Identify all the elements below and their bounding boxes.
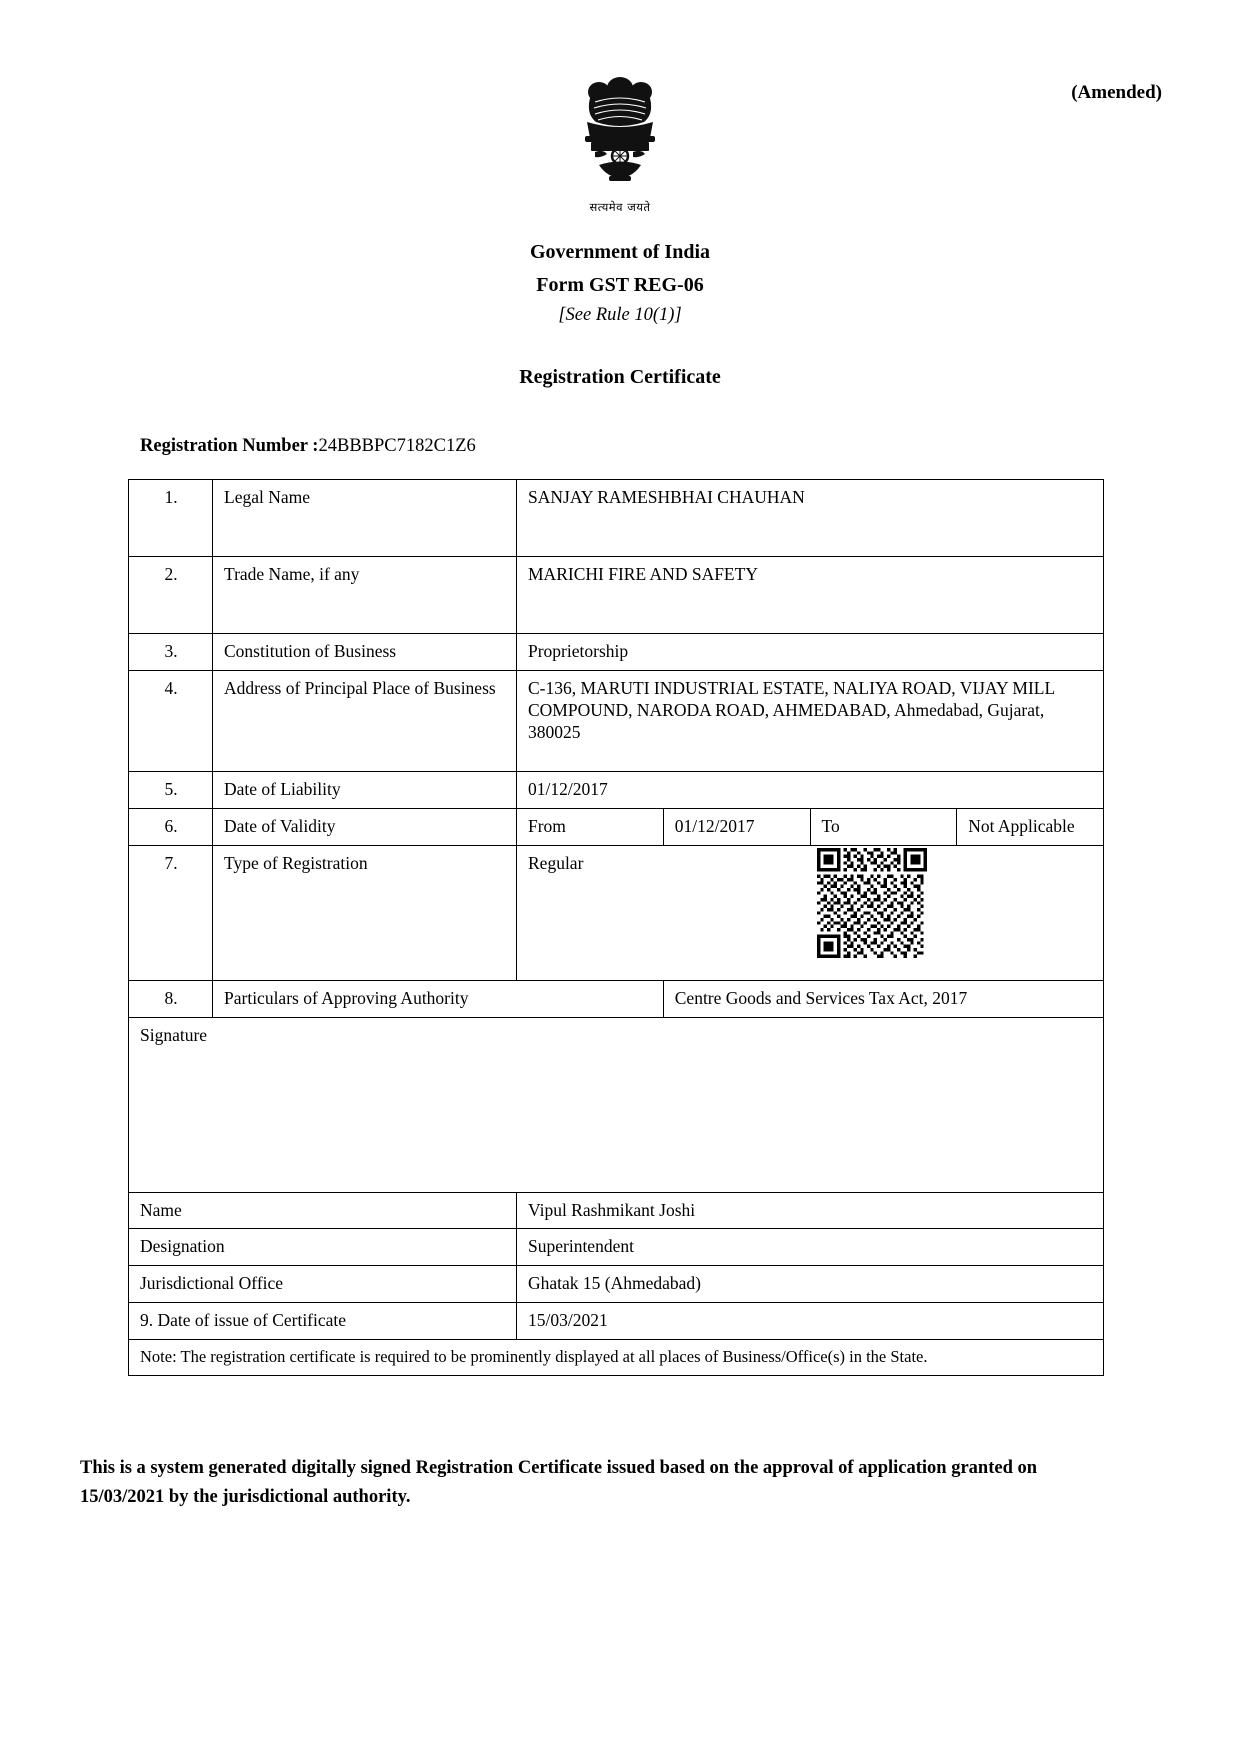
table-row-type — [129, 845, 1104, 980]
issue-date-label: 9. Date of issue of Certificate — [129, 1303, 517, 1340]
row-serial: 3. — [129, 634, 213, 671]
table-row-issue-date — [129, 1303, 1104, 1340]
row-serial: 8. — [129, 980, 213, 1017]
row-value: C-136, MARUTI INDUSTRIAL ESTATE, NALIYA ROAD, VIJAY MILL COMPOUND, NARODA ROAD, AHMEDABAD, Ahmedabad, Gujarat, 380025 — [517, 670, 1104, 771]
row-label: Type of Registration — [213, 845, 517, 980]
row-serial: 2. — [129, 557, 213, 634]
row-label: Trade Name, if any — [213, 557, 517, 634]
qr-code-icon — [813, 848, 931, 958]
table-row-office — [129, 1266, 1104, 1303]
government-title: Government of India — [530, 241, 710, 263]
table-row-validity — [129, 808, 1104, 845]
table-row-officer-designation — [129, 1229, 1104, 1266]
table-row — [129, 634, 1104, 671]
row-label: Date of Validity — [213, 808, 517, 845]
row-serial: 6. — [129, 808, 213, 845]
table-row — [129, 771, 1104, 808]
type-of-registration-value: Regular — [528, 852, 584, 873]
validity-to-value: Not Applicable — [957, 808, 1104, 845]
emblem-motto: सत्यमेव जयते — [589, 200, 651, 214]
jurisdictional-office-value: Ghatak 15 (Ahmedabad) — [517, 1266, 1104, 1303]
officer-designation-label: Designation — [129, 1229, 517, 1266]
row-label: Constitution of Business — [213, 634, 517, 671]
display-note: Note: The registration certificate is required to be prominently displayed at all places of Business/Office(s) in the State. — [129, 1340, 1104, 1376]
row-value: 01/12/2017 — [517, 771, 1104, 808]
amended-label: (Amended) — [1071, 82, 1162, 103]
row-value: MARICHI FIRE AND SAFETY — [517, 557, 1104, 634]
officer-name-value: Vipul Rashmikant Joshi — [517, 1192, 1104, 1229]
row-value: Centre Goods and Services Tax Act, 2017 — [663, 980, 1103, 1017]
row-label: Date of Liability — [213, 771, 517, 808]
officer-name-label: Name — [129, 1192, 517, 1229]
validity-from-value: 01/12/2017 — [663, 808, 810, 845]
jurisdictional-office-label: Jurisdictional Office — [129, 1266, 517, 1303]
india-national-emblem-icon — [565, 68, 675, 193]
table-row — [129, 480, 1104, 557]
row-serial: 1. — [129, 480, 213, 557]
validity-to-label: To — [810, 808, 957, 845]
page-title: Registration Certificate — [519, 366, 721, 388]
row-value: Proprietorship — [517, 634, 1104, 671]
row-serial: 4. — [129, 670, 213, 771]
issue-date-value: 15/03/2021 — [517, 1303, 1104, 1340]
table-row-note — [129, 1340, 1104, 1376]
registration-number — [140, 436, 1168, 457]
row-label: Legal Name — [213, 480, 517, 557]
form-number: Form GST REG-06 — [536, 274, 704, 296]
table-row-officer-name — [129, 1192, 1104, 1229]
row-serial: 5. — [129, 771, 213, 808]
table-row-signature — [129, 1017, 1104, 1192]
signature-label: Signature — [129, 1017, 1104, 1192]
row-value: SANJAY RAMESHBHAI CHAUHAN — [517, 480, 1104, 557]
registration-number-label: Registration Number : — [140, 436, 319, 456]
rule-reference: [See Rule 10(1)] — [558, 305, 682, 325]
emblem-block — [72, 68, 1168, 215]
row-serial: 7. — [129, 845, 213, 980]
validity-from-label: From — [517, 808, 664, 845]
table-row — [129, 670, 1104, 771]
certificate-table — [128, 479, 1104, 1376]
registration-number-value: 24BBBPC7182C1Z6 — [318, 436, 476, 456]
row-label: Address of Principal Place of Business — [213, 670, 517, 771]
table-row — [129, 557, 1104, 634]
row-label: Particulars of Approving Authority — [213, 980, 664, 1017]
system-generated-footer: This is a system generated digitally signed Registration Certificate issued based on the approval of application granted on 15/03/2021 by the jurisdictional authority. — [80, 1457, 1038, 1508]
officer-designation-value: Superintendent — [517, 1229, 1104, 1266]
row-value-with-qr — [517, 845, 1104, 980]
table-row-authority — [129, 980, 1104, 1017]
